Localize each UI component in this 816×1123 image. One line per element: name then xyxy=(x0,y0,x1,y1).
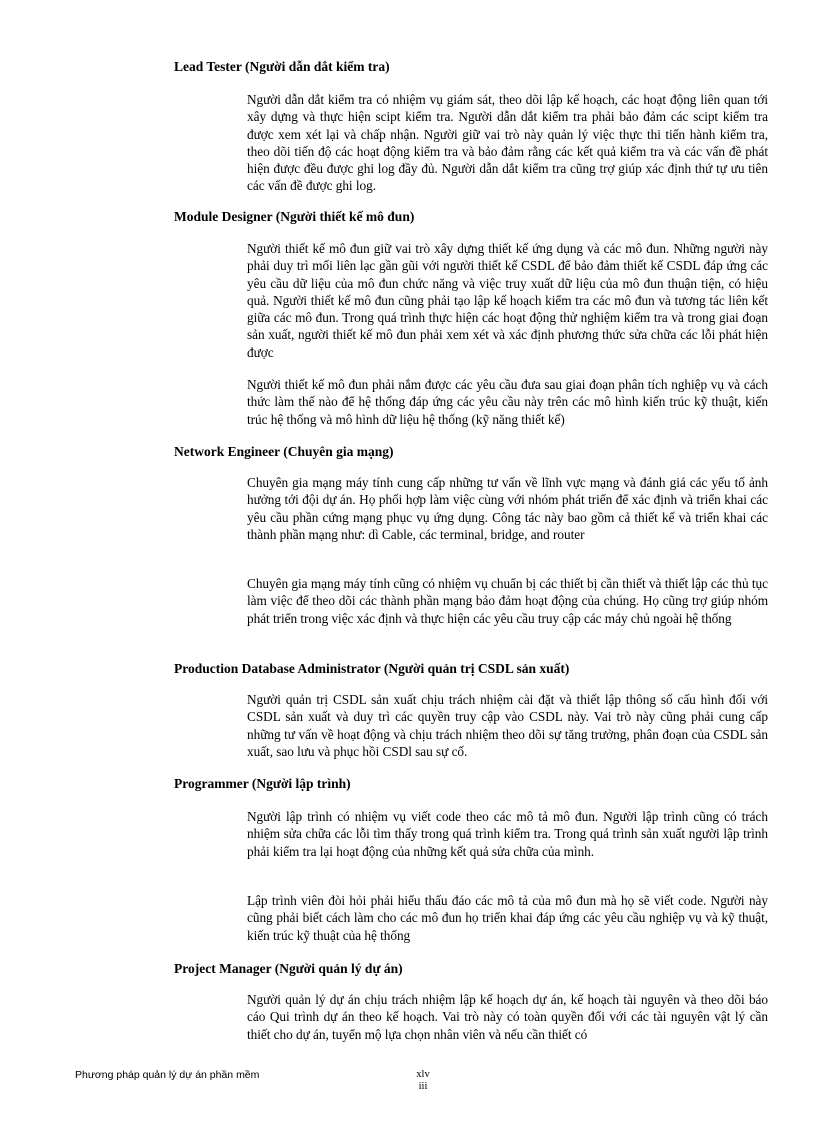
paragraph-project-manager: Người quản lý dự án chịu trách nhiệm lập kế hoạch dự án, kế hoạch tài nguyên và theo dõi báo cáo Qui trình dự án theo kế hoạch. Vai trò này có toàn quyền đối với các tài nguyên vật lý cần thiết cho dự án, tuyển mộ lựa chọn nhân viên và nếu cần thiết có xyxy=(247,992,768,1042)
paragraph-module-designer-2: Người thiết kế mô đun phải nắm được các yêu cầu đưa sau giai đoạn phân tích nghiệp vụ và cách thức làm thế nào để hệ thống đáp ứng các yêu cầu này trên các mô hình kiến trúc kỹ thuật, kiến trúc hệ thống và mô hình dữ liệu hệ thống (kỹ năng thiết kế) xyxy=(247,377,768,427)
section-heading-network-engineer: Network Engineer (Chuyên gia mạng) xyxy=(174,444,394,459)
paragraph-network-engineer-1: Chuyên gia mạng máy tính cung cấp những tư vấn về lĩnh vực mạng và đánh giá các yếu tố ảnh hưởng tới đội dự án. Họ phối hợp làm việc cùng với nhóm phát triển để xác định và triển khai các yêu cầu phần cứng mạng phục vụ ứng dụng. Công tác này bao gồm cả thiết kế và triển khai các thành phần mạng như: dì Cable, các terminal, bridge, and router xyxy=(247,475,768,542)
paragraph-network-engineer-2: Chuyên gia mạng máy tính cũng có nhiệm vụ chuẩn bị các thiết bị cần thiết và thiết lập các thủ tục làm việc để theo dõi các thành phần mạng bảo đảm hoạt động của chúng. Họ cũng trợ giúp nhóm phát triển trong việc xác định và thực hiện các yêu cầu truy cập các máy chủ ngoài hệ thống xyxy=(247,576,768,626)
page-number-line-2: iii xyxy=(418,1081,428,1092)
section-heading-production-dba: Production Database Administrator (Người quản trị CSDL sản xuất) xyxy=(174,661,570,676)
page-number-line-1: xlv xyxy=(416,1069,430,1080)
section-heading-module-designer: Module Designer (Người thiết kế mô đun) xyxy=(174,209,415,224)
footer-document-title: Phương pháp quản lý dự án phần mềm xyxy=(75,1069,260,1081)
paragraph-module-designer-1: Người thiết kế mô đun giữ vai trò xây dựng thiết kế ứng dụng và các mô đun. Những người này phải duy trì mối liên lạc gần gũi với người thiết kế CSDL để bảo đảm thiết kế CSDL đáp ứng các yêu cầu dữ liệu của mô đun chức năng và việc truy xuất dữ liệu của mô đun thuận tiện, có hiệu quả. Người thiết kế mô đun cũng phải tạo lập kế hoạch kiểm tra các mô đun và tương tác liên kết giữa các mô đun. Trong quá trình thực hiện các hoạt động thử nghiệm kiểm tra và trong giai đoạn sản xuất, người thiết kế mô đun phải xem xét và xác định phương thức sửa chữa các lỗi phát hiện được xyxy=(247,241,768,360)
footer-page-number xyxy=(413,1069,433,1093)
section-heading-lead-tester: Lead Tester (Người dẫn dắt kiểm tra) xyxy=(174,59,390,74)
section-heading-programmer: Programmer (Người lập trình) xyxy=(174,776,351,791)
paragraph-programmer-2: Lập trình viên đòi hỏi phải hiểu thấu đáo các mô tả của mô đun mà họ sẽ viết code. Người này cũng phải biết cách làm cho các mô đun họ triển khai đáp ứng các yêu cầu nghiệp vụ và kỹ thuật, kiến trúc kỹ thuật của hệ thống xyxy=(247,893,768,943)
paragraph-production-dba: Người quản trị CSDL sản xuất chịu trách nhiệm cài đặt và thiết lập thông số cấu hình đối với CSDL sản xuất và duy trì các quyền truy cập vào CSDL này. Vai trò này cũng phải cung cấp những tư vấn về hoạt động và chịu trách nhiệm theo dõi sự tăng trưởng, phân đoạn của CSDL sản xuất, sao lưu và phục hồi CSDl sau sự cố. xyxy=(247,692,768,759)
paragraph-programmer-1: Người lập trình có nhiệm vụ viết code theo các mô tả mô đun. Người lập trình cũng có trách nhiệm sửa chữa các lỗi tìm thấy trong quá trình kiểm tra. Trong quá trình sản xuất người lập trình phải kiểm tra lại hoạt động của những kết quả sửa chữa của mình. xyxy=(247,809,768,859)
paragraph-lead-tester: Người dẫn dắt kiểm tra có nhiệm vụ giám sát, theo dõi lập kế hoạch, các hoạt động liên quan tới xây dựng và thực hiện scipt kiểm tra. Người dẫn dắt kiểm tra phải bảo đảm các scipt kiểm tra được xem xét lại và chấp nhận. Người giữ vai trò này quản lý việc thực thi tiến hành kiểm tra, theo dõi tiến độ các hoạt động kiểm tra và bảo đảm rằng các kết quả kiểm tra và các vấn đề phát hiện được đều được ghi log đầy đủ. Người dẫn dắt kiểm tra cũng trợ giúp xác định thứ tự ưu tiên các vấn đề được ghi log. xyxy=(247,92,768,194)
section-heading-project-manager: Project Manager (Người quản lý dự án) xyxy=(174,961,403,976)
